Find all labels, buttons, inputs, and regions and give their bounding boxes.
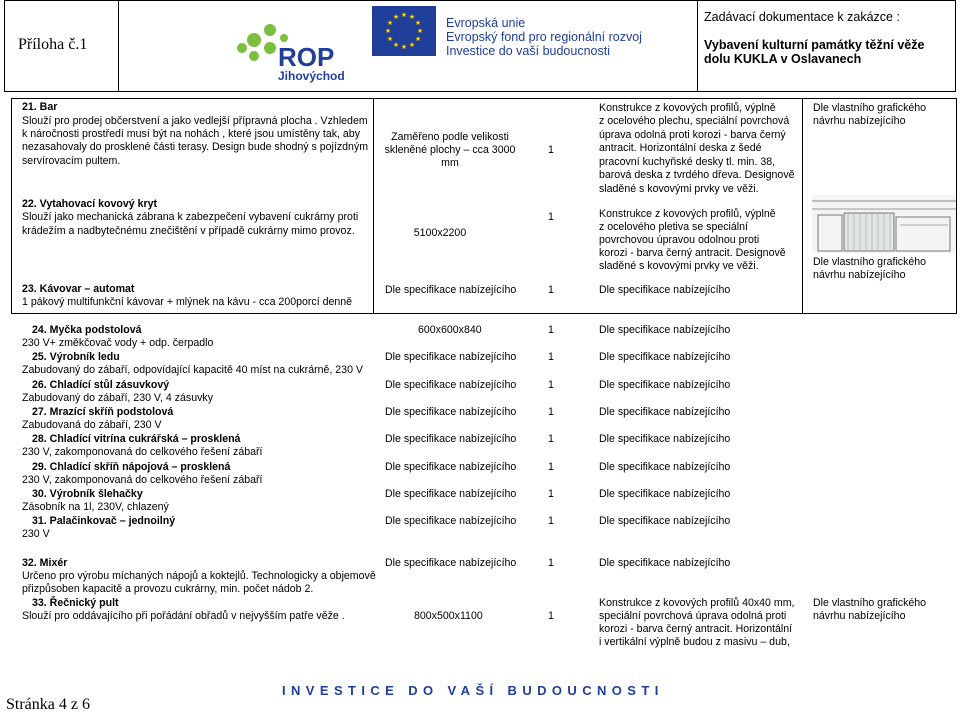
list-item-size: Dle specifikace nabízejícího xyxy=(385,351,517,364)
item-22-source-2: návrhu nabízejícího xyxy=(813,269,906,281)
list-item-title: 25. Výrobník ledu xyxy=(32,351,120,364)
item-21-spec-7: sladěné s kovovými prvky ve věži. xyxy=(599,183,759,195)
page-number: Stránka 4 z 6 xyxy=(6,696,90,713)
item-21-spec-3: úprava odolná proti korozi - barva černý xyxy=(599,129,786,141)
item-21-size-1: Zaměřeno podle velikosti xyxy=(391,131,509,143)
item-21-title: 21. Bar xyxy=(22,101,58,113)
rop-logo-subtext: Jihovýchod xyxy=(278,69,345,83)
item-22-spec-1: Konstrukce z kovových profilů, výplně xyxy=(599,208,776,220)
svg-text:★: ★ xyxy=(400,11,408,19)
eu-line-3: Investice do vaší budoucnosti xyxy=(446,44,610,58)
list-item-size: 600x600x840 xyxy=(418,324,482,336)
list-item-spec: Dle specifikace nabízejícího xyxy=(599,515,731,528)
svg-text:★: ★ xyxy=(416,27,424,35)
list-item-spec: Dle specifikace nabízejícího xyxy=(599,433,731,446)
list-item-qty: 1 xyxy=(548,460,554,473)
header-border-top xyxy=(4,0,956,1)
header-border-right xyxy=(955,0,956,92)
item-33-spec-1: Konstrukce z kovových profilů 40x40 mm, xyxy=(599,597,795,609)
list-item-desc: 230 V, zakomponovaná do celkového řešení zábaří xyxy=(22,473,263,486)
item-21-desc-1: Slouží pro prodej občerstvení a jako vedlejší přípravná plocha . Vzhledem xyxy=(22,115,368,127)
item-33-title: 33. Řečnický pult xyxy=(32,597,119,609)
item-32-qty: 1 xyxy=(548,557,554,569)
svg-text:★: ★ xyxy=(408,41,416,49)
tender-subject-line-1: Vybavení kulturní památky těžní věže xyxy=(704,38,925,52)
list-item-desc: Zásobník na 1l, 230V, chlazený xyxy=(22,500,169,513)
list-item-qty: 1 xyxy=(548,487,554,500)
annex-label: Příloha č.1 xyxy=(18,36,88,53)
list-item-size: Dle specifikace nabízejícího xyxy=(385,487,517,500)
list-item-title: 26. Chladící stůl zásuvkový xyxy=(32,378,170,391)
item-33-spec-3: korozi - barva černý antracit. Horizontální xyxy=(599,623,793,635)
list-item-size: Dle specifikace nabízejícího xyxy=(385,460,517,473)
item-32-desc-2: přizpůsoben kapacitě a provozu cukrárny, min. počet nádob 2. xyxy=(22,583,314,595)
svg-text:★: ★ xyxy=(400,43,408,51)
list-item-desc: Zabudovaný do zábaří, odpovídající kapacitě 40 míst na cukrárně, 230 V xyxy=(22,364,363,377)
list-item-title: 24. Myčka podstolová xyxy=(32,324,142,336)
item-32-spec: Dle specifikace nabízejícího xyxy=(599,557,731,569)
rop-logo xyxy=(232,8,352,88)
item-21-spec-2: z ocelového plechu, speciální povrchová xyxy=(599,115,790,127)
item-21-spec-6: barová deska z tvrdého dřeva. Designově xyxy=(599,169,795,181)
item-22-title: 22. Vytahovací kovový kryt xyxy=(22,198,158,210)
list-item-title: 27. Mrazící skříň podstolová xyxy=(32,405,174,418)
rop-logo-text: ROP xyxy=(278,42,335,72)
cover-sketch-image xyxy=(812,195,956,253)
item-23-desc: 1 pákový multifunkční kávovar + mlýnek na kávu - cca 200porcí denně xyxy=(22,296,353,308)
header-divider-1 xyxy=(118,0,119,92)
list-item-qty: 1 xyxy=(548,324,554,336)
eu-flag-icon xyxy=(372,6,436,56)
svg-text:★: ★ xyxy=(386,19,394,27)
item-33-desc: Slouží pro oddávajícího při pořádání obřadů v nejvyšším patře věže . xyxy=(22,610,345,622)
list-item-desc: Zabudovaný do zábaří, 230 V, 4 zásuvky xyxy=(22,391,214,404)
tender-title: Zadávací dokumentace k zakázce : xyxy=(704,10,900,24)
list-item-qty: 1 xyxy=(548,351,554,364)
list-item-size: Dle specifikace nabízejícího xyxy=(385,378,517,391)
item-21-desc-3: nezasahovaly do prosklené části terasy. Design bude shodný s pojízdným xyxy=(22,141,369,153)
item-21-size-3: mm xyxy=(441,157,459,169)
item-23-size: Dle specifikace nabízejícího xyxy=(385,284,517,296)
col-divider-top-1 xyxy=(373,98,374,314)
item-22-desc-1: Slouží jako mechanická zábrana k zabezpečení vybavení cukrárny proti xyxy=(22,211,359,223)
list-item-size: Dle specifikace nabízejícího xyxy=(385,433,517,446)
list-item-qty: 1 xyxy=(548,433,554,446)
list-item-desc: 230 V xyxy=(22,528,50,541)
item-33-source-2: návrhu nabízejícího xyxy=(813,610,906,622)
svg-text:★: ★ xyxy=(414,19,422,27)
item-21-source-2: návrhu nabízejícího xyxy=(813,115,906,127)
eu-line-1: Evropská unie xyxy=(446,16,526,30)
footer-slogan: INVESTICE DO VAŠÍ BUDOUCNOSTI xyxy=(282,683,664,698)
tender-subject-line-2: dolu KUKLA v Oslavanech xyxy=(704,52,862,66)
item-23-title: 23. Kávovar – automat xyxy=(22,283,135,295)
svg-text:★: ★ xyxy=(408,13,416,21)
item-22-source-1: Dle vlastního grafického xyxy=(813,256,927,268)
list-item-spec: Dle specifikace nabízejícího xyxy=(599,405,731,418)
item-21-spec-5: pracovní kuchyňské desky tl. min. 38, xyxy=(599,156,776,168)
list-item-title: 30. Výrobník šlehačky xyxy=(32,487,143,500)
item-33-source-1: Dle vlastního grafického xyxy=(813,597,927,609)
list-item-title: 29. Chladící skříň nápojová – prosklená xyxy=(32,460,231,473)
item-22-qty: 1 xyxy=(548,211,554,223)
item-33-qty: 1 xyxy=(548,610,554,622)
list-item-spec: Dle specifikace nabízejícího xyxy=(599,351,731,364)
list-item-spec: Dle specifikace nabízejícího xyxy=(599,460,731,473)
item-32-size: Dle specifikace nabízejícího xyxy=(385,557,517,569)
col-divider-top-2 xyxy=(802,98,803,314)
list-item-desc: 230 V+ změkčovač vody + odp. čerpadlo xyxy=(22,337,214,349)
list-item-size: Dle specifikace nabízejícího xyxy=(385,405,517,418)
list-item-qty: 1 xyxy=(548,405,554,418)
item-22-spec-3: povrchovou úpravou odolnou proti xyxy=(599,234,760,246)
eu-line-2: Evropský fond pro regionální rozvoj xyxy=(446,30,642,44)
item-21-source-1: Dle vlastního grafického xyxy=(813,102,927,114)
item-33-spec-4: i vertikální výplně budou z masivu – dub, xyxy=(599,636,790,648)
item-22-spec-5: sladěné s kovovými prvky ve věži. xyxy=(599,260,759,272)
svg-text:★: ★ xyxy=(386,35,394,43)
header-border-left xyxy=(4,0,5,92)
item-32-title: 32. Mixér xyxy=(22,557,68,569)
list-item-size: Dle specifikace nabízejícího xyxy=(385,515,517,528)
svg-text:★: ★ xyxy=(392,13,400,21)
list-item-desc: Zabudovaná do zábaří, 230 V xyxy=(22,418,162,431)
list-item-spec: Dle specifikace nabízejícího xyxy=(599,378,731,391)
item-21-desc-4: servírovacím pultem. xyxy=(22,155,121,167)
list-item-title: 31. Palačinkovač – jednoilný xyxy=(32,515,176,528)
item-22-desc-2: krádežím a nadbytečnému znečištění v případě cukrárny mimo provoz. xyxy=(22,225,355,237)
list-item-spec: Dle specifikace nabízejícího xyxy=(599,487,731,500)
item-21-desc-2: k náročnosti prostředí musí být na nohách , které jsou umístěny tak, aby xyxy=(22,128,360,140)
item-21-spec-4: antracit. Horizontální deska z šedé xyxy=(599,142,762,154)
item-33-spec-2: speciální povrchová úprava odolná proti xyxy=(599,610,787,622)
list-item-qty: 1 xyxy=(548,515,554,528)
item-22-spec-4: korozi - barva černý antracit. Designově xyxy=(599,247,786,259)
list-item-qty: 1 xyxy=(548,378,554,391)
list-item-desc: 230 V, zakomponovaná do celkového řešení zábaří xyxy=(22,446,263,459)
list-item-spec: Dle specifikace nabízejícího xyxy=(599,324,731,336)
item-21-size-2: skleněné plochy – cca 3000 xyxy=(384,144,516,156)
item-22-spec-2: z ocelového pletiva se speciální xyxy=(599,221,748,233)
item-32-desc-1: Určeno pro výrobu míchaných nápojů a koktejlů. Technologicky a objemově xyxy=(22,570,376,582)
item-23-spec: Dle specifikace nabízejícího xyxy=(599,284,731,296)
list-item-title: 28. Chladící vitrína cukrářská – prosklená xyxy=(32,433,241,446)
header-divider-2 xyxy=(697,0,698,92)
item-21-spec-1: Konstrukce z kovových profilů, výplně xyxy=(599,102,776,114)
item-22-size: 5100x2200 xyxy=(413,227,467,239)
item-21-qty: 1 xyxy=(548,144,554,156)
svg-text:★: ★ xyxy=(392,41,400,49)
svg-text:★: ★ xyxy=(414,35,422,43)
item-23-qty: 1 xyxy=(548,284,554,296)
svg-text:★: ★ xyxy=(384,27,392,35)
item-33-size: 800x500x1100 xyxy=(414,610,483,622)
header-border-bottom xyxy=(4,91,956,92)
